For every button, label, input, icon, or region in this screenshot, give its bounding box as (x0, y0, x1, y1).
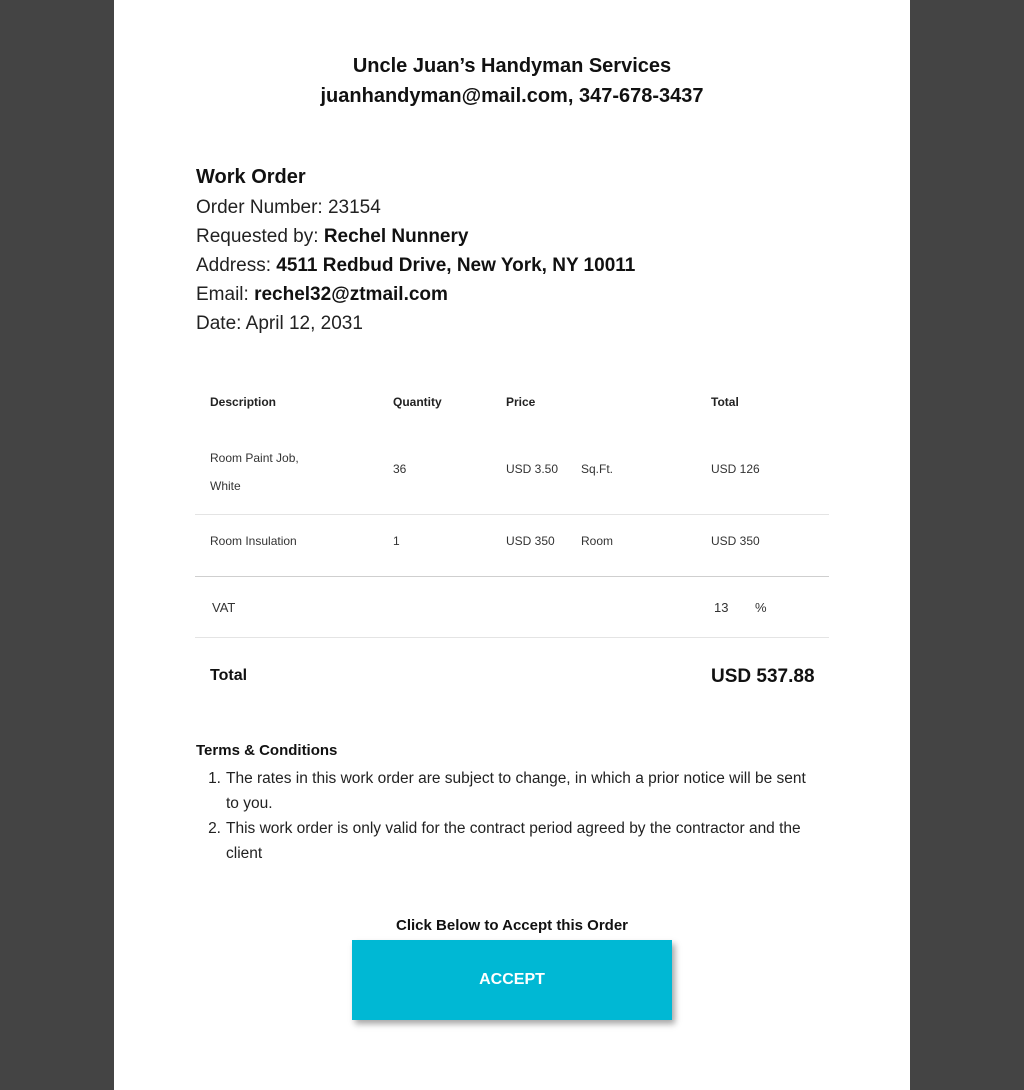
email-line (196, 284, 448, 306)
requested-by-value: Rechel Nunnery (323, 226, 469, 247)
terms-item-line: The rates in this work order are subject to change, in which a prior notice will be sent (226, 770, 806, 787)
row2-total: USD 350 (711, 534, 760, 548)
row1-description-line1: Room Paint Job, (210, 451, 299, 465)
row-divider (195, 514, 829, 515)
work-order-title: Work Order (196, 166, 306, 188)
date-label: Date: (196, 313, 242, 334)
row1-quantity: 36 (393, 462, 407, 476)
grand-total-value: USD 537.88 (711, 666, 815, 687)
terms-item-text (226, 766, 806, 816)
column-header-price: Price (506, 395, 536, 409)
terms-title: Terms & Conditions (196, 742, 338, 759)
address-line (196, 255, 635, 277)
vat-unit: % (755, 600, 767, 615)
order-number-value: 23154 (327, 197, 381, 218)
terms-item-number: 2. (208, 820, 221, 837)
row1-total: USD 126 (711, 462, 760, 476)
accept-button[interactable]: ACCEPT (352, 940, 672, 1020)
column-header-quantity: Quantity (393, 395, 442, 409)
requested-by-line (196, 226, 468, 248)
row2-description: Room Insulation (210, 534, 297, 548)
terms-item-number: 1. (208, 770, 221, 787)
email-label: Email: (196, 284, 249, 305)
row2-price: USD 350 (506, 534, 555, 548)
column-header-description: Description (210, 395, 277, 409)
terms-item-line: client (226, 845, 263, 862)
row2-unit: Room (581, 534, 614, 548)
date-line (196, 313, 363, 335)
terms-item-line: to you. (226, 795, 273, 812)
table-divider (195, 576, 829, 577)
address-label: Address: (196, 255, 271, 276)
address-value: 4511 Redbud Drive, New York, NY 10011 (276, 255, 636, 276)
terms-item-text (226, 816, 801, 866)
column-header-total: Total (711, 395, 739, 409)
requested-by-label: Requested by: (196, 226, 319, 247)
terms-item (196, 816, 836, 866)
row1-unit: Sq.Ft. (581, 462, 614, 476)
row1-description-line2: White (210, 479, 241, 493)
terms-list (196, 766, 836, 866)
company-contact: juanhandyman@mail.com, 347-678-3437 (320, 85, 704, 107)
order-number-label: Order Number: (196, 197, 323, 218)
vat-value: 13 (714, 600, 729, 615)
row2-quantity: 1 (393, 534, 400, 548)
terms-item (196, 766, 836, 816)
work-order-page (114, 0, 910, 1090)
terms-item-line: This work order is only valid for the contract period agreed by the contractor and the (226, 820, 801, 837)
grand-total-label: Total (210, 667, 248, 684)
accept-prompt: Click Below to Accept this Order (396, 917, 628, 934)
company-name: Uncle Juan’s Handyman Services (352, 55, 672, 77)
email-value: rechel32@ztmail.com (254, 284, 448, 305)
vat-label: VAT (212, 600, 236, 615)
date-value: April 12, 2031 (245, 313, 363, 334)
row1-price: USD 3.50 (506, 462, 559, 476)
order-number-line (196, 197, 381, 219)
vat-divider (195, 637, 829, 638)
